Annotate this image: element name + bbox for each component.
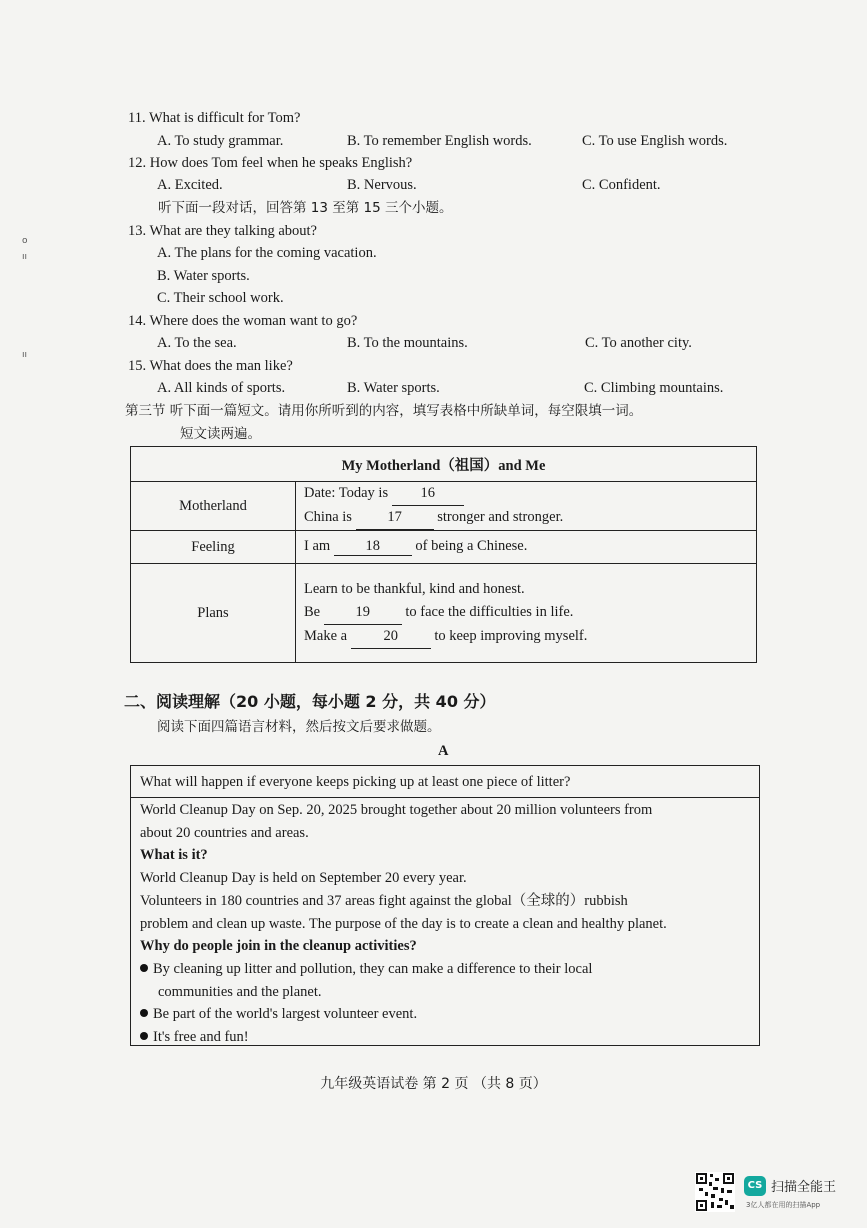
plans-improve: to keep improving myself.: [434, 627, 588, 644]
scanner-tagline: 3亿人都在用的扫描App: [746, 1201, 821, 1209]
question-12-stem: 12. How does Tom feel when he speaks English?: [128, 155, 413, 171]
bullet-icon: [140, 964, 148, 972]
question-14-stem: 14. Where does the woman want to go?: [128, 313, 358, 329]
plans-be: Be: [304, 603, 321, 620]
passage-label: A: [438, 743, 449, 759]
question-11-option-c: C. To use English words.: [582, 133, 728, 149]
bullet-text: Be part of the world's largest volunteer event.: [153, 1006, 418, 1023]
question-14-option-c: C. To another city.: [585, 335, 692, 351]
question-11-option-b: B. To remember English words.: [347, 133, 532, 149]
question-11-stem: 11. What is difficult for Tom?: [128, 110, 301, 126]
paragraph-line: World Cleanup Day on Sep. 20, 2025 brought together about 20 million volunteers from: [140, 802, 653, 818]
feeling-post: of being a Chinese.: [415, 538, 528, 554]
passage-a-box: [130, 765, 760, 1046]
margin-mark: ıı: [22, 252, 28, 262]
camscanner-logo: CS: [744, 1176, 766, 1196]
blank-17: 17: [356, 506, 434, 530]
paragraph-line: problem and clean up waste. The purpose of the day is to create a clean and healthy planet.: [140, 915, 667, 932]
blank-18: 18: [334, 538, 412, 556]
question-12-option-c: C. Confident.: [582, 177, 661, 193]
bullet-icon: [140, 1009, 148, 1017]
blank-16: 16: [392, 482, 464, 506]
bullet-icon: [140, 1032, 148, 1040]
question-13-option-b: B. Water sports.: [157, 268, 250, 284]
plans-make: Make a: [304, 627, 348, 644]
reading-instruction: 阅读下面四篇语言材料，然后按文后要求做题。: [157, 719, 441, 735]
question-15-stem: 15. What does the man like?: [128, 358, 293, 374]
paragraph-line: World Cleanup Day is held on September 20 every year.: [140, 870, 467, 887]
section-3-instruction: 第三节 听下面一篇短文。请用你所听到的内容，填写表格中所缺单词，每空限填一词。: [125, 403, 643, 419]
divider: [131, 797, 759, 798]
qr-code-icon: [695, 1172, 735, 1212]
scanner-brand: 扫描全能王: [771, 1180, 837, 1195]
question-12-option-b: B. Nervous.: [347, 177, 417, 193]
bullet-continuation: communities and the planet.: [158, 983, 322, 1000]
question-13-option-a: A. The plans for the coming vacation.: [157, 245, 377, 261]
blank-20: 20: [351, 625, 431, 649]
question-13-stem: 13. What are they talking about?: [128, 223, 317, 239]
bullet-item: [140, 958, 750, 981]
plans-line-1: Learn to be thankful, kind and honest.: [304, 580, 525, 597]
margin-mark: ıı: [22, 350, 28, 360]
question-14-option-b: B. To the mountains.: [347, 335, 468, 351]
row-content-plans: [296, 564, 757, 663]
bullet-text: It's free and fun!: [153, 1029, 249, 1046]
question-15-option-a: A. All kinds of sports.: [157, 380, 286, 396]
blank-19: 19: [324, 601, 402, 625]
question-13-option-c: C. Their school work.: [157, 290, 284, 306]
reading-section-title: 二、阅读理解（20 小题，每小题 2 分，共 40 分）: [124, 692, 496, 711]
row-content-feeling: [296, 531, 757, 564]
row-content-motherland: [296, 482, 757, 531]
bullet-item: [140, 1003, 750, 1026]
feeling-pre: I am: [304, 538, 331, 554]
plans-face: to face the difficulties in life.: [405, 603, 574, 620]
question-12-option-a: A. Excited.: [157, 177, 223, 193]
row-label-plans: Plans: [131, 564, 296, 663]
paragraph-line: Volunteers in 180 countries and 37 areas fight against the global（全球的）rubbish: [140, 892, 628, 909]
paragraph-line: about 20 countries and areas.: [140, 824, 309, 841]
motherland-table: [130, 446, 757, 663]
question-14-option-a: A. To the sea.: [157, 335, 237, 351]
passage-a-question: What will happen if everyone keeps picking up at least one piece of litter?: [140, 774, 571, 790]
section-3-instruction-2: 短文读两遍。: [180, 426, 261, 442]
stronger-text: stronger and stronger.: [437, 509, 564, 525]
bullet-text: By cleaning up litter and pollution, they can make a difference to their local: [153, 960, 593, 977]
heading-why-join: Why do people join in the cleanup activities?: [140, 938, 417, 955]
page-footer: 九年级英语试卷 第 2 页 （共 8 页）: [320, 1076, 547, 1092]
china-text: China is: [304, 509, 352, 525]
question-15-option-b: B. Water sports.: [347, 380, 440, 396]
row-label-motherland: Motherland: [131, 482, 296, 531]
question-15-option-c: C. Climbing mountains.: [584, 380, 724, 396]
heading-what-is-it: What is it?: [140, 847, 208, 864]
question-11-option-a: A. To study grammar.: [157, 133, 284, 149]
margin-mark: o: [22, 236, 28, 246]
table-title: My Motherland（祖国）and Me: [131, 447, 757, 482]
bullet-item: [140, 1026, 750, 1049]
date-text: Date: Today is: [304, 485, 389, 501]
row-label-feeling: Feeling: [131, 531, 296, 564]
passage-a-body: [140, 799, 750, 1049]
instruction-13-15: 听下面一段对话，回答第 13 至第 15 三个小题。: [158, 200, 453, 216]
